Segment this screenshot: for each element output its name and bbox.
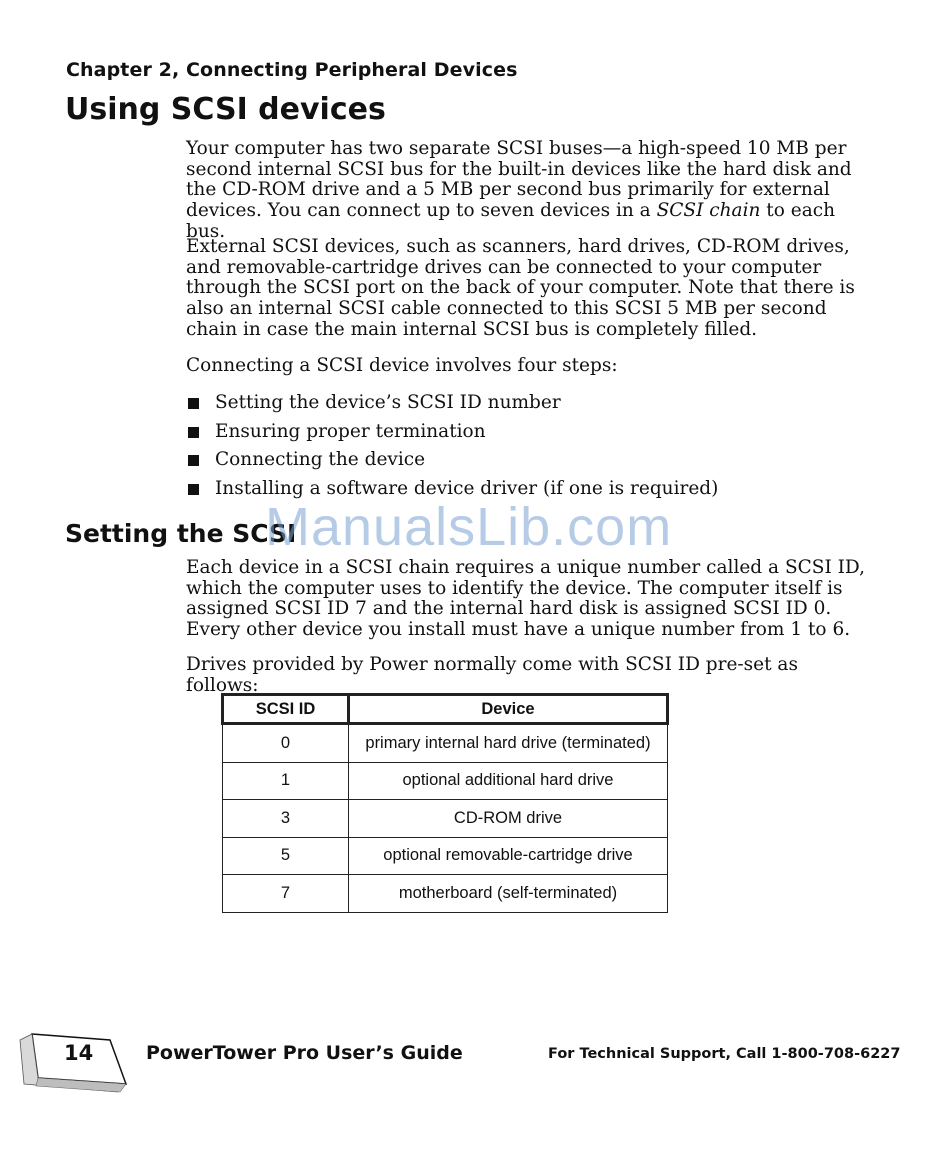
table-cell-id: 3	[223, 800, 349, 838]
table-cell-device: optional removable-cartridge drive	[349, 837, 668, 875]
list-item: Setting the device’s SCSI ID number	[186, 392, 876, 421]
list-item: Ensuring proper termination	[186, 421, 876, 450]
steps-list	[186, 392, 876, 507]
watermark: ManualsLib.com	[265, 497, 673, 557]
column-header-scsi-id: SCSI ID	[223, 695, 349, 724]
chapter-heading: Chapter 2, Connecting Peripheral Devices	[66, 59, 518, 81]
section-heading: Setting the SCSI	[65, 519, 297, 548]
intro-paragraph-1: Your computer has two separate SCSI buses—a high-speed 10 MB per second internal SCSI bus for the built-in devices like the hard disk and the CD-ROM drive and a 5 MB per second bus primarily for external devices. You can connect up to seven devices in a SCSI chain to each bus.	[186, 138, 852, 242]
scsi-id-paragraph: Each device in a SCSI chain requires a unique number called a SCSI ID, which the computer uses to identify the device. The computer itself is assigned SCSI ID 7 and the internal hard disk is assigned SCSI ID 0. Every other device you install must have a unique number from 1 to 6.	[186, 557, 865, 641]
bullet-square-icon	[188, 484, 199, 495]
table-row	[223, 837, 668, 875]
bullet-square-icon	[188, 455, 199, 466]
table-row	[223, 724, 668, 763]
table-cell-device: motherboard (self-terminated)	[349, 875, 668, 913]
table-cell-device: CD-ROM drive	[349, 800, 668, 838]
bullet-square-icon	[188, 398, 199, 409]
table-row	[223, 800, 668, 838]
table-cell-device: primary internal hard drive (terminated)	[349, 724, 668, 763]
list-item: Installing a software device driver (if one is required)	[186, 478, 876, 507]
support-line: For Technical Support, Call 1-800-708-6227	[548, 1046, 901, 1062]
table-cell-device: optional additional hard drive	[349, 762, 668, 800]
table-cell-id: 1	[223, 762, 349, 800]
table-cell-id: 0	[223, 724, 349, 763]
steps-intro: Connecting a SCSI device involves four steps:	[186, 355, 618, 376]
table-row	[223, 875, 668, 913]
bullet-square-icon	[188, 427, 199, 438]
table-cell-id: 5	[223, 837, 349, 875]
column-header-device: Device	[349, 695, 668, 724]
page-number: 14	[64, 1041, 94, 1065]
preset-intro: Drives provided by Power normally come with SCSI ID pre-set as follows:	[186, 654, 798, 696]
scsi-chain-term: SCSI chain	[656, 200, 761, 222]
table-header-row	[223, 695, 668, 724]
page-title: Using SCSI devices	[65, 92, 386, 127]
table-cell-id: 7	[223, 875, 349, 913]
table-row	[223, 762, 668, 800]
list-item: Connecting the device	[186, 449, 876, 478]
guide-title: PowerTower Pro User’s Guide	[146, 1042, 463, 1064]
scsi-id-table	[221, 693, 669, 913]
intro-paragraph-2: External SCSI devices, such as scanners, hard drives, CD-ROM drives, and removable-cartridge drives can be connected to your computer through the SCSI port on the back of your computer. Note that there is also an internal SCSI cable connected to this SCSI 5 MB per second chain in case the main internal SCSI bus is completely filled.	[186, 236, 855, 340]
